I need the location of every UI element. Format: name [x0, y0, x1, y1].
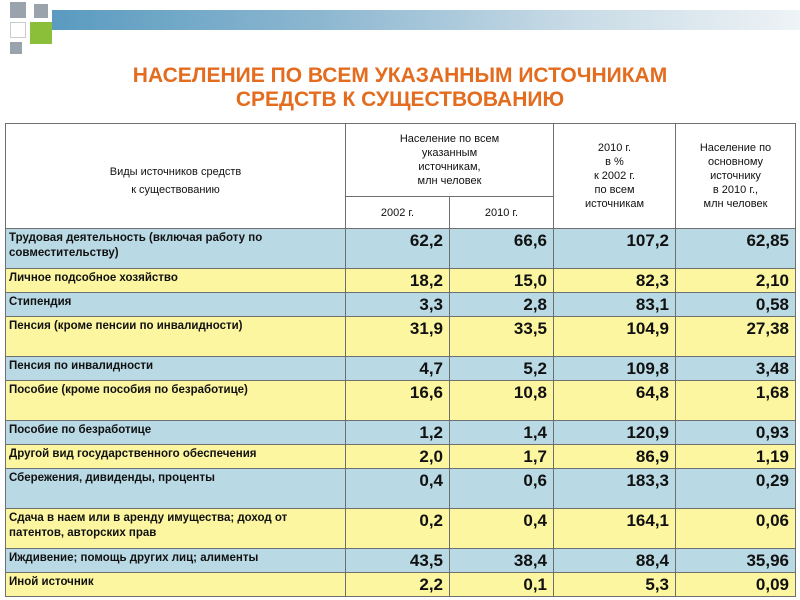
value-pct: 5,3 [554, 573, 676, 597]
value-main-2010: 35,96 [676, 549, 796, 573]
value-2002: 18,2 [346, 269, 450, 293]
value-2002: 2,2 [346, 573, 450, 597]
header-year-2002: 2002 г. [346, 197, 450, 229]
header-source-type [6, 124, 346, 229]
row-label: Пособие (кроме пособия по безработице) [6, 381, 346, 421]
header-main-line-4: в 2010 г., [712, 184, 759, 196]
value-2010: 0,6 [450, 469, 554, 509]
value-main-2010: 1,68 [676, 381, 796, 421]
value-2010: 5,2 [450, 357, 554, 381]
header-main-source-2010 [676, 124, 796, 229]
value-main-2010: 1,19 [676, 445, 796, 469]
value-2002: 0,4 [346, 469, 450, 509]
row-label: Сбережения, дивиденды, проценты [6, 469, 346, 509]
value-2010: 15,0 [450, 269, 554, 293]
value-pct: 107,2 [554, 229, 676, 269]
header-pct-line-2: в % [605, 156, 624, 168]
value-main-2010: 0,09 [676, 573, 796, 597]
value-2010: 66,6 [450, 229, 554, 269]
row-label: Пособие по безработице [6, 421, 346, 445]
table-row [6, 421, 796, 445]
value-main-2010: 2,10 [676, 269, 796, 293]
page-title [0, 64, 800, 112]
page-title-line-2: СРЕДСТВ К СУЩЕСТВОВАНИЮ [235, 88, 565, 111]
value-main-2010: 3,48 [676, 357, 796, 381]
header-pct-line-5: источникам [584, 198, 645, 210]
row-label: Сдача в наем или в аренду имущества; доход от патентов, авторских прав [6, 509, 346, 549]
value-2010: 0,1 [450, 573, 554, 597]
value-main-2010: 0,06 [676, 509, 796, 549]
row-label: Личное подсобное хозяйство [6, 269, 346, 293]
value-2010: 1,4 [450, 421, 554, 445]
value-2010: 33,5 [450, 317, 554, 357]
value-2002: 2,0 [346, 445, 450, 469]
value-2010: 38,4 [450, 549, 554, 573]
header-pct-2010-vs-2002 [554, 124, 676, 229]
header-pct-line-1: 2010 г. [597, 142, 632, 154]
data-table [5, 123, 796, 597]
value-main-2010: 27,38 [676, 317, 796, 357]
header-main-line-3: источнику [710, 170, 761, 182]
value-2010: 1,7 [450, 445, 554, 469]
row-label: Трудовая деятельность (включая работу по совместительству) [6, 229, 346, 269]
table-row [6, 549, 796, 573]
table-row [6, 229, 796, 269]
value-main-2010: 0,29 [676, 469, 796, 509]
header-group-line-3: источникам, [418, 161, 481, 173]
table-row [6, 573, 796, 597]
value-main-2010: 0,58 [676, 293, 796, 317]
value-2010: 2,8 [450, 293, 554, 317]
table-row [6, 293, 796, 317]
header-source-type-line-1: Виды источников средств [109, 166, 242, 178]
decor-square-gray-top [10, 2, 26, 18]
header-main-line-2: основному [707, 156, 764, 168]
value-2002: 31,9 [346, 317, 450, 357]
value-pct: 164,1 [554, 509, 676, 549]
header-banner [52, 10, 800, 30]
value-pct: 86,9 [554, 445, 676, 469]
header-source-type-line-2: к существованию [131, 184, 220, 196]
value-2002: 16,6 [346, 381, 450, 421]
table-row [6, 381, 796, 421]
value-pct: 120,9 [554, 421, 676, 445]
value-2002: 0,2 [346, 509, 450, 549]
decor-square-green [30, 22, 52, 44]
row-label: Иждивение; помощь других лиц; алименты [6, 549, 346, 573]
page-title-line-1: НАСЕЛЕНИЕ ПО ВСЕМ УКАЗАННЫМ ИСТОЧНИКАМ [132, 64, 668, 87]
value-pct: 83,1 [554, 293, 676, 317]
decor-square-gray-bottom [10, 42, 22, 54]
header-pct-line-3: к 2002 г. [593, 170, 636, 182]
header-group-line-4: млн человек [417, 175, 482, 187]
table-row [6, 509, 796, 549]
value-2010: 10,8 [450, 381, 554, 421]
value-2002: 62,2 [346, 229, 450, 269]
value-pct: 109,8 [554, 357, 676, 381]
row-label: Пенсия (кроме пенсии по инвалидности) [6, 317, 346, 357]
header-main-line-5: млн человек [703, 198, 768, 210]
header-pct-line-4: по всем [594, 184, 635, 196]
row-label: Иной источник [6, 573, 346, 597]
table-row [6, 445, 796, 469]
table-row [6, 317, 796, 357]
value-pct: 183,3 [554, 469, 676, 509]
row-label: Пенсия по инвалидности [6, 357, 346, 381]
row-label: Другой вид государственного обеспечения [6, 445, 346, 469]
table-row [6, 269, 796, 293]
header-group-line-1: Население по всем [399, 133, 500, 145]
value-2002: 3,3 [346, 293, 450, 317]
decor-square-white [10, 22, 26, 38]
value-pct: 104,9 [554, 317, 676, 357]
table-row [6, 357, 796, 381]
header-year-2010: 2010 г. [450, 197, 554, 229]
value-pct: 64,8 [554, 381, 676, 421]
value-pct: 82,3 [554, 269, 676, 293]
value-main-2010: 62,85 [676, 229, 796, 269]
header-population-all-sources [346, 124, 554, 197]
value-2002: 4,7 [346, 357, 450, 381]
header-group-line-2: указанным [421, 147, 478, 159]
header-row-1 [6, 124, 796, 197]
row-label: Стипендия [6, 293, 346, 317]
header-main-line-1: Население по [699, 142, 772, 154]
table-row [6, 469, 796, 509]
value-2010: 0,4 [450, 509, 554, 549]
value-2002: 1,2 [346, 421, 450, 445]
decor-square-gray-mid [34, 4, 48, 18]
value-main-2010: 0,93 [676, 421, 796, 445]
value-2002: 43,5 [346, 549, 450, 573]
value-pct: 88,4 [554, 549, 676, 573]
